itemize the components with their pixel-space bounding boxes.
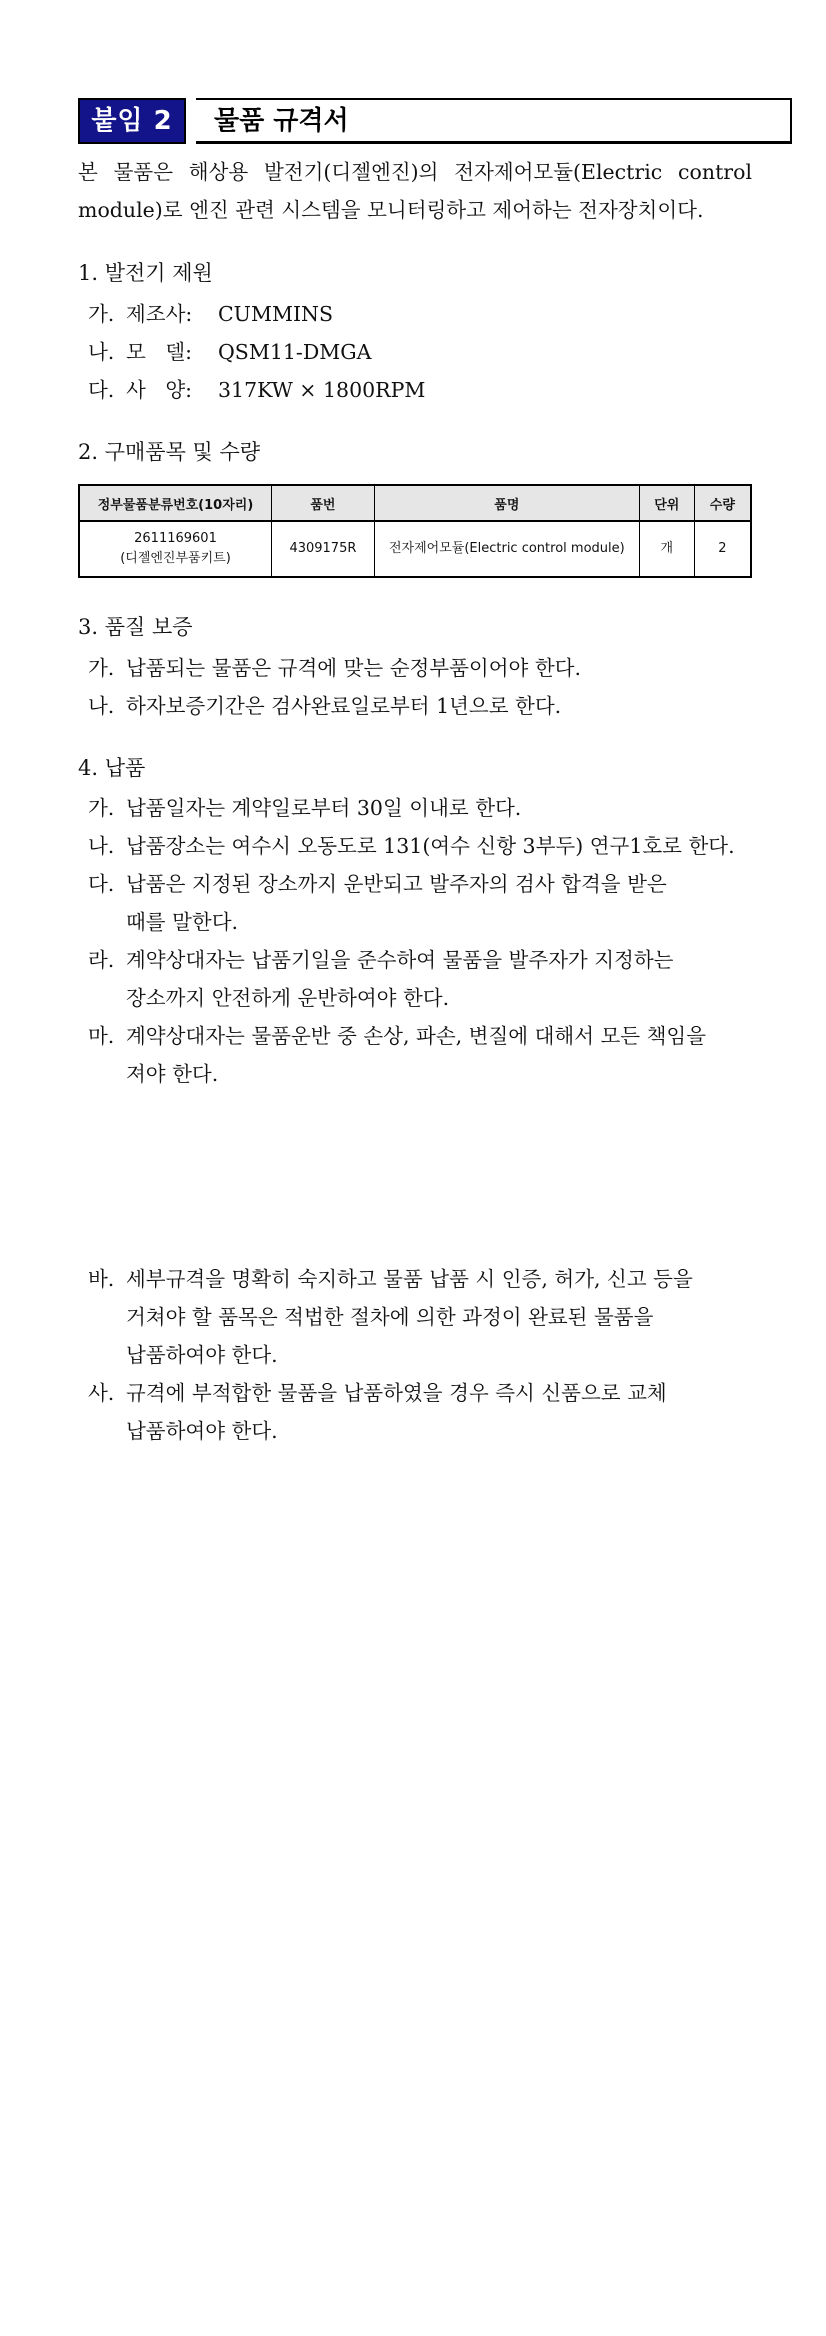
spec-label: 모 델: [126, 340, 193, 364]
page-title: 물품 규격서 [214, 106, 349, 136]
item-text-line-1: 규격에 부적합한 물품을 납품하였을 경우 즉시 신품으로 교체 [126, 1381, 667, 1405]
spec-value: QSM11-DMGA [218, 340, 372, 364]
item-text-line-1: 납품은 지정된 장소까지 운반되고 발주자의 검사 합격을 받은 [126, 872, 667, 896]
item-text-line-2: 장소까지 안전하게 운반하여야 한다. [126, 986, 450, 1010]
item-text-line-2: 거쳐야 할 품목은 적법한 절차에 의한 과정이 완료된 물품을 [126, 1305, 654, 1329]
item-text-line-1: 계약상대자는 물품운반 중 손상, 파손, 변질에 대해서 모든 책임을 [126, 1024, 707, 1048]
item-marker: 라. [88, 948, 115, 972]
spec-item-manufacturer [88, 295, 758, 333]
delivery-item-a [88, 789, 758, 827]
item-marker: 가. [88, 302, 115, 326]
spec-label: 사 양: [126, 378, 193, 402]
item-marker: 바. [88, 1267, 115, 1291]
item-text-line-2: 져야 한다. [126, 1062, 219, 1086]
spec-item-model [88, 333, 758, 371]
intro-line-2: module)로 엔진 관련 시스템을 모니터링하고 제어하는 전자장치이다. [78, 198, 704, 222]
delivery-item-b [88, 827, 788, 865]
delivery-item-c [88, 865, 758, 941]
item-marker: 가. [88, 656, 115, 680]
class-note: (디젤엔진부품키트) [120, 551, 231, 566]
quality-item-a [88, 649, 758, 687]
delivery-item-e [88, 1017, 758, 1093]
title-bar [78, 98, 792, 148]
item-marker: 마. [88, 1024, 115, 1048]
col-header-name: 품명 [374, 485, 639, 521]
class-number: 2611169601 [134, 531, 217, 546]
item-marker: 다. [88, 872, 115, 896]
item-text-line-2: 때를 말한다. [126, 910, 239, 934]
cell-name: 전자제어모듈(Electric control module) [374, 521, 639, 577]
section-2-title: 2. 구매품목 및 수량 [78, 440, 261, 464]
attachment-badge: 붙임 2 [78, 98, 186, 144]
item-marker: 사. [88, 1381, 115, 1405]
col-header-part-no: 품번 [272, 485, 375, 521]
title-frame [196, 98, 792, 144]
intro-paragraph [78, 153, 752, 229]
spec-value: 317KW × 1800RPM [218, 378, 426, 402]
delivery-item-f [88, 1260, 758, 1374]
col-header-unit: 단위 [639, 485, 694, 521]
col-header-qty: 수량 [694, 485, 751, 521]
item-text: 납품되는 물품은 규격에 맞는 순정부품이어야 한다. [126, 656, 581, 680]
section-3-title: 3. 품질 보증 [78, 615, 193, 639]
item-text-line-1: 계약상대자는 납품기일을 준수하여 물품을 발주자가 지정하는 [126, 948, 674, 972]
delivery-item-g [88, 1374, 758, 1450]
item-text-line-3: 납품하여야 한다. [126, 1343, 278, 1367]
item-marker: 나. [88, 340, 115, 364]
quality-item-b [88, 687, 758, 725]
delivery-item-d [88, 941, 758, 1017]
table-row [79, 521, 751, 577]
item-marker: 나. [88, 694, 115, 718]
cell-unit: 개 [639, 521, 694, 577]
item-text: 납품장소는 여수시 오동도로 131(여수 신항 3부두) 연구1호로 한다. [126, 834, 735, 858]
section-1-title: 1. 발전기 제원 [78, 261, 213, 285]
cell-part-no: 4309175R [272, 521, 375, 577]
item-text-line-2: 납품하여야 한다. [126, 1419, 278, 1443]
spec-value: CUMMINS [218, 302, 334, 326]
cell-qty: 2 [694, 521, 751, 577]
section-4-title: 4. 납품 [78, 756, 146, 780]
item-marker: 다. [88, 378, 115, 402]
spec-label: 제조사: [126, 302, 193, 326]
item-text: 납품일자는 계약일로부터 30일 이내로 한다. [126, 796, 522, 820]
purchase-items-table [78, 484, 752, 578]
item-marker: 가. [88, 796, 115, 820]
intro-line-1: 본 물품은 해상용 발전기(디젤엔진)의 전자제어모듈(Electric control [78, 160, 752, 184]
cell-class-no [79, 521, 272, 577]
spec-item-rating [88, 371, 758, 409]
item-text: 하자보증기간은 검사완료일로부터 1년으로 한다. [126, 694, 562, 718]
item-marker: 나. [88, 834, 115, 858]
col-header-class-no: 정부물품분류번호(10자리) [79, 485, 272, 521]
item-text-line-1: 세부규격을 명확히 숙지하고 물품 납품 시 인증, 허가, 신고 등을 [126, 1267, 693, 1291]
table-header-row [79, 485, 751, 521]
